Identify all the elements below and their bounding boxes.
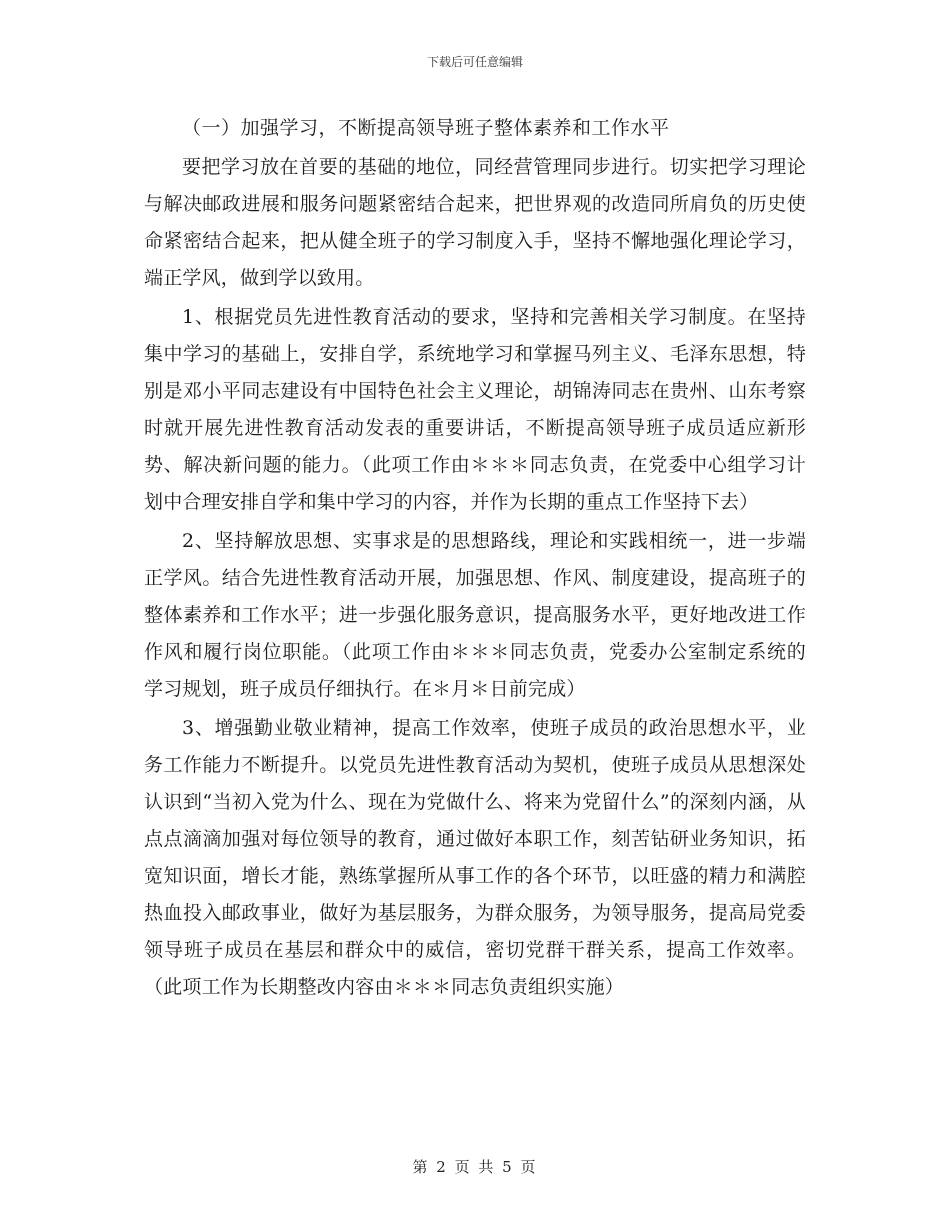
paragraph-item-1: 1、根据党员先进性教育活动的要求，坚持和完善相关学习制度。在坚持集中学习的基础上，安排自学，系统地学习和掌握马列主义、毛泽东思想，特别是邓小平同志建设有中国特色社会主义理论，胡锦涛同志在贵州、山东考察时就开展先进性教育活动发表的重要讲话，不断提高领导班子成员适应新形势、解决新问题的能力。（此项工作由＊＊＊同志负责，在党委中心组学习计划中合理安排自学和集中学习的内容，并作为长期的重点工作坚持下去）	[144, 306, 806, 513]
paragraph-item-3: 3、增强勤业敬业精神，提高工作效率，使班子成员的政治思想水平，业务工作能力不断提升。以党员先进性教育活动为契机，使班子成员从思想深处认识到“当初入党为什么、现在为党做什么、将来为党留什么”的深刻内涵，从点点滴滴加强对每位领导的教育，通过做好本职工作，刻苦钻研业务知识，拓宽知识面，增长才能，熟练掌握所从事工作的各个环节，以旺盛的精力和满腔热血投入邮政事业，做好为基层服务，为群众服务，为领导服务，提高局党委领导班子成员在基层和群众中的威信，密切党群干群关系，提高工作效率。（此项工作为长期整改内容由＊＊＊同志负责组织实施）	[144, 717, 806, 998]
section-heading: （一）加强学习，不断提高领导班子整体素养和工作水平	[182, 117, 670, 139]
document-body	[144, 110, 806, 1008]
page-header: 下载后可任意编辑	[426, 55, 523, 69]
paragraph-intro: 要把学习放在首要的基础的地位，同经营管理同步进行。切实把学习理论与解决邮政进展和服务问题紧密结合起来，把世界观的改造同所肩负的历史使命紧密结合起来，把从健全班子的学习制度入手，坚持不懈地强化理论学习，端正学风，做到学以致用。	[144, 156, 806, 289]
page-number: 第 2 页 共 5 页	[412, 1158, 538, 1176]
paragraph-item-2: 2、坚持解放思想、实事求是的思想路线，理论和实践相统一，进一步端正学风。结合先进性教育活动开展，加强思想、作风、制度建设，提高班子的整体素养和工作水平；进一步强化服务意识，提高服务水平，更好地改进工作作风和履行岗位职能。（此项工作由＊＊＊同志负责，党委办公室制定系统的学习规划，班子成员仔细执行。在＊月＊日前完成）	[144, 530, 806, 700]
